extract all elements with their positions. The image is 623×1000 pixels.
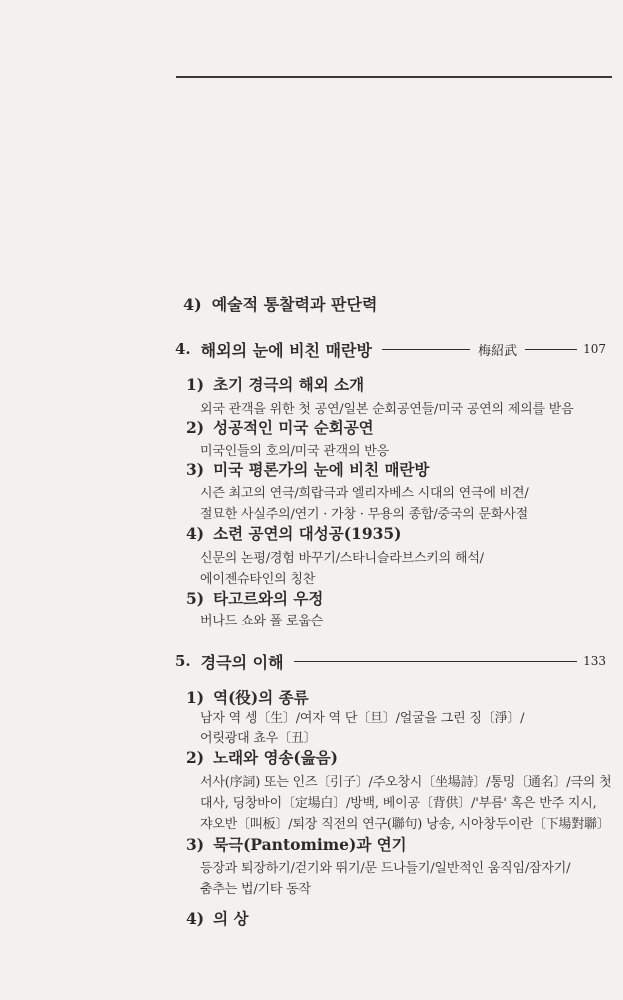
subsection-description: 신문의 논평/경험 바꾸기/스타니슬라브스키의 해석/: [200, 551, 484, 566]
subsection-description: 절묘한 사실주의/연기 · 가창 · 무용의 종합/중국의 문화사절: [200, 507, 528, 522]
item-title: 성공적인 미국 순회공연: [213, 418, 374, 437]
page-number: 133: [583, 654, 606, 668]
toc-subsection: [186, 746, 338, 768]
subsection-description: 등장과 퇴장하기/걷기와 뛰기/문 드나들기/일반적인 움직임/잠자기/: [200, 861, 571, 876]
toc-subsection: [186, 373, 364, 395]
item-title: 초기 경극의 해외 소개: [213, 375, 365, 394]
subsection-description: 남자 역 셍〔生〕/여자 역 단〔旦〕/얼굴을 그린 징〔淨〕/: [200, 711, 525, 726]
subsection-description: 서사(序詞) 또는 인즈〔引子〕/주오창시〔坐場詩〕/통밍〔通名〕/극의 첫: [200, 775, 612, 790]
chapter-title: 경극의 이해: [200, 652, 284, 672]
item-number: 5): [186, 589, 205, 608]
item-number: 1): [186, 375, 205, 394]
item-number: 4): [186, 524, 205, 543]
item-title: 역(役)의 종류: [213, 688, 309, 707]
toc-subsection: [186, 907, 248, 929]
subsection-description: 버나드 쇼와 폴 로웁슨: [200, 614, 324, 629]
subsection-description: 미국인들의 호의/미국 관객의 반응: [200, 444, 389, 459]
item-number: 3): [186, 460, 205, 479]
subsection-description: 춤추는 법/기타 동작: [200, 882, 311, 897]
toc-subsection: [186, 686, 309, 708]
header-rule: [176, 76, 612, 78]
subsection-description: 에이젠슈타인의 칭찬: [200, 572, 316, 587]
subsection-description: 대사, 딩창바이〔定場白〕/방백, 베이공〔背供〕/'부름' 혹은 반주 지시,: [200, 796, 597, 811]
toc-subsection: [186, 522, 402, 544]
chapter-number: 5.: [175, 652, 191, 670]
item-title: 묵극(Pantomime)과 연기: [213, 835, 407, 854]
item-number: 2): [186, 748, 205, 767]
item-number: 1): [186, 688, 205, 707]
subsection-description: 시즌 최고의 연극/희랍극과 엘리자베스 시대의 연극에 비견/: [200, 486, 529, 501]
chapter-author: 梅紹武: [478, 343, 518, 359]
toc-subsection: [186, 458, 429, 480]
dot-leader: [382, 349, 470, 350]
item-title: 소련 공연의 대성공(1935): [213, 524, 402, 543]
item-number: 4): [183, 295, 202, 314]
dot-leader: [294, 661, 578, 662]
subsection-description: 외국 관객을 위한 첫 공연/일본 순회공연들/미국 공연의 제의를 받음: [200, 402, 574, 417]
previous-section-item: [183, 292, 377, 315]
chapter-title: 해외의 눈에 비친 매란방: [200, 340, 372, 360]
chapter-number: 4.: [175, 340, 191, 358]
toc-subsection: [186, 833, 407, 855]
item-title: 타고르와의 우정: [213, 589, 324, 608]
item-title: 예술적 통찰력과 판단력: [211, 295, 378, 314]
item-number: 3): [186, 835, 205, 854]
item-title: 의 상: [213, 909, 249, 928]
subsection-description: 어릿광대 쵸우〔丑〕: [200, 731, 317, 746]
toc-subsection: [186, 416, 374, 438]
item-number: 4): [186, 909, 205, 928]
dot-leader: [525, 349, 577, 350]
chapter-5-heading: [175, 650, 606, 672]
chapter-4-heading: [175, 338, 606, 360]
page-number: 107: [583, 342, 606, 356]
item-title: 노래와 영송(읊음): [213, 748, 339, 767]
toc-subsection: [186, 587, 323, 609]
item-title: 미국 평론가의 눈에 비친 매란방: [213, 460, 430, 479]
item-number: 2): [186, 418, 205, 437]
subsection-description: 쟈오반〔叫板〕/퇴장 직전의 연구(聯句) 낭송, 시아창두이란〔下場對聯〕: [200, 817, 610, 832]
